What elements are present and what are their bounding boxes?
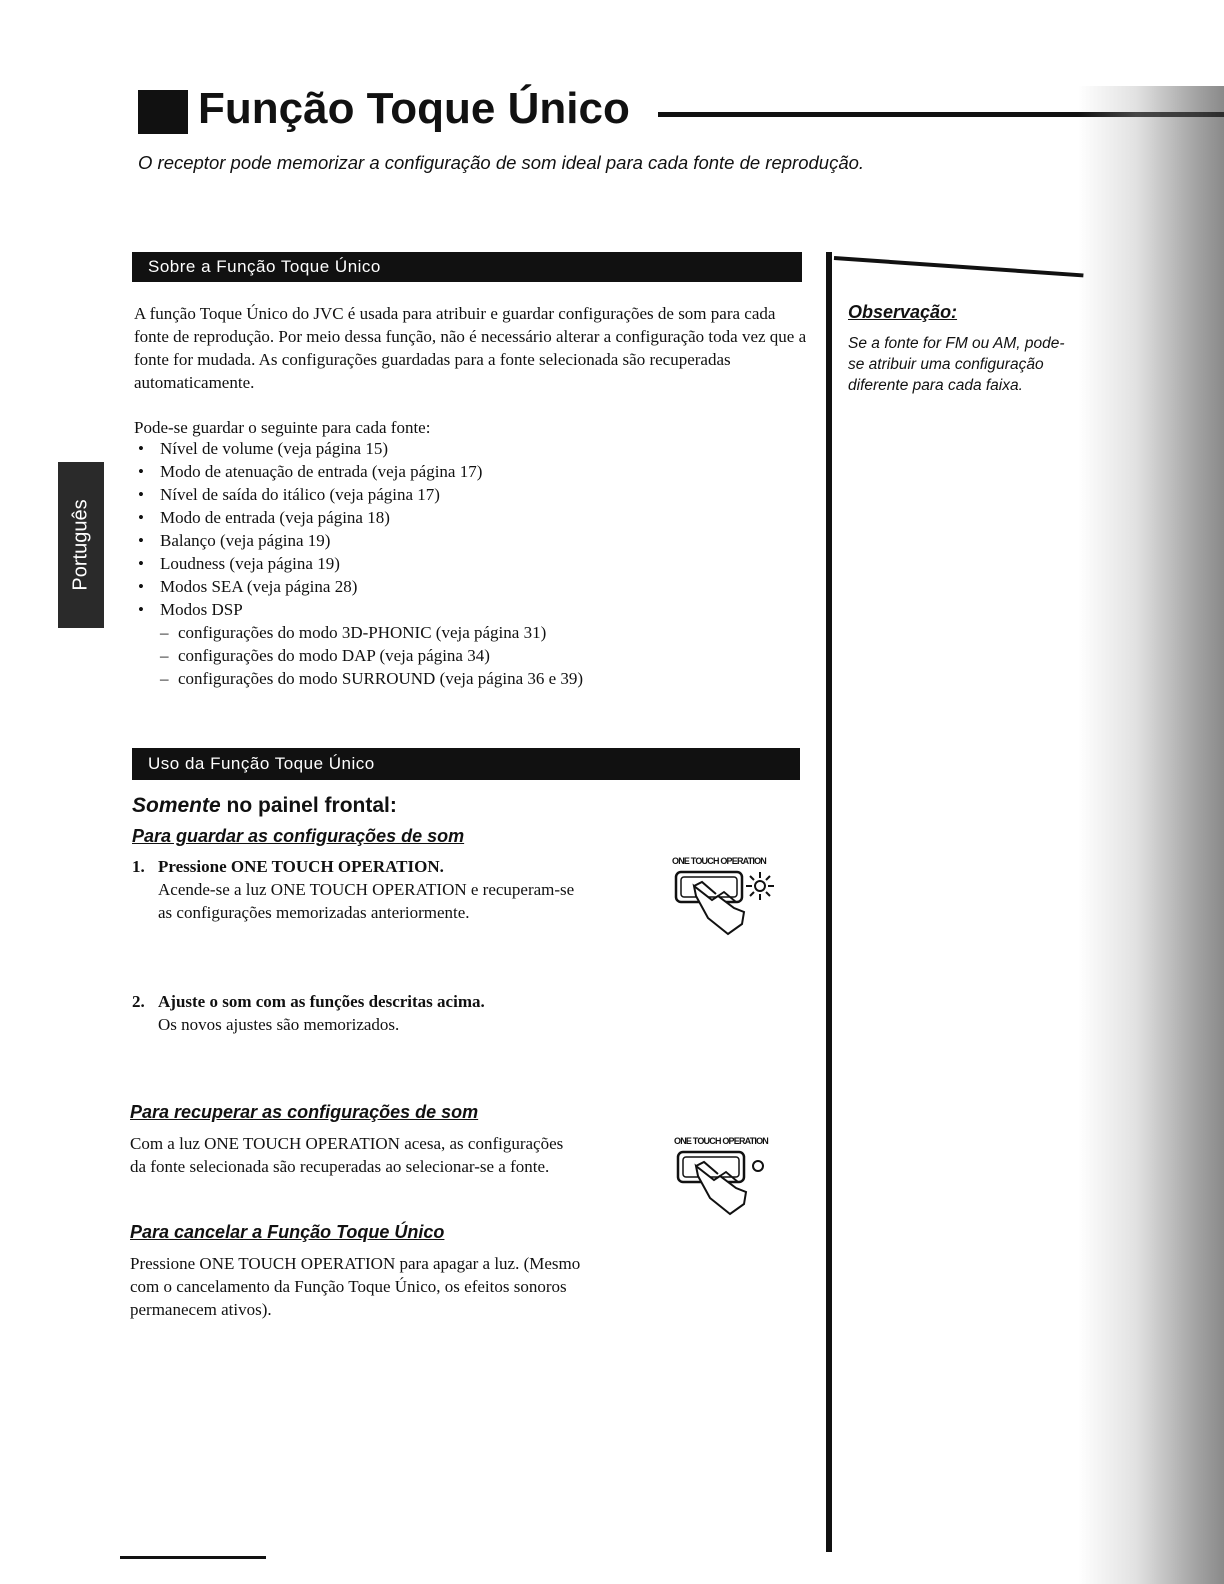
sub-list-item: – configurações do modo 3D-PHONIC (veja página 31)	[160, 621, 583, 644]
store-settings-heading: Para guardar as configurações de som	[132, 826, 465, 846]
section-header-usage: Uso da Função Toque Único	[132, 748, 800, 780]
language-tab-label: Português	[69, 499, 92, 591]
front-panel-label-rest: no painel frontal:	[220, 794, 397, 817]
note-heading: Observação:	[848, 302, 958, 322]
page-number-rule	[120, 1556, 266, 1559]
list-item: • Modos DSP	[134, 598, 482, 621]
sub-list-item: – configurações do modo DAP (veja página 34)	[160, 644, 583, 667]
language-tab	[58, 462, 104, 628]
intro-paragraph: A função Toque Único do JVC é usada para atribuir e guardar configurações de som para cada fonte de reprodução. Por meio dessa função, não é necessário alterar a configuração toda vez que a fonte for mudada. As configurações guardadas para a fonte selecionada são recuperadas automaticamente.	[134, 304, 807, 392]
cancel-function-heading: Para cancelar a Função Toque Único	[130, 1222, 445, 1242]
front-panel-label	[132, 794, 397, 818]
front-panel-label-emphasis: Somente	[132, 794, 221, 817]
page-title-block	[138, 86, 1138, 136]
settings-list	[134, 437, 482, 621]
step-1	[132, 855, 578, 924]
section-header-about: Sobre a Função Toque Único	[132, 252, 802, 282]
page-edge-shadow	[1078, 86, 1224, 1584]
list-item: • Nível de volume (veja página 15)	[134, 437, 482, 460]
page-subtitle: O receptor pode memorizar a configuração de som ideal para cada fonte de reprodução.	[138, 152, 865, 173]
step-heading: Ajuste o som com as funções descritas acima.	[158, 992, 485, 1011]
button-caption: ONE TOUCH OPERATION	[674, 1136, 768, 1146]
list-intro: Pode-se guardar o seguinte para cada fonte:	[134, 418, 431, 437]
sub-list-item: – configurações do modo SURROUND (veja página 36 e 39)	[160, 667, 583, 690]
step-body: Acende-se a luz ONE TOUCH OPERATION e recuperam-se as configurações memorizadas anteriormente.	[158, 880, 575, 922]
title-marker	[138, 90, 188, 134]
hand-pressing-button-icon	[672, 856, 792, 938]
one-touch-button-lit-illustration	[672, 856, 792, 938]
note-text: Se a fonte for FM ou AM, pode-se atribuir uma configuração diferente para cada faixa.	[848, 335, 1065, 394]
list-item: • Nível de saída do itálico (veja página 17)	[134, 483, 482, 506]
sidebar-top-rule	[834, 256, 1084, 277]
list-item: • Balanço (veja página 19)	[134, 529, 482, 552]
list-item: • Modo de entrada (veja página 18)	[134, 506, 482, 529]
dsp-sub-list	[160, 621, 583, 690]
recall-settings-heading: Para recuperar as configurações de som	[130, 1102, 479, 1122]
step-heading: Pressione ONE TOUCH OPERATION.	[158, 857, 444, 876]
list-item: • Modos SEA (veja página 28)	[134, 575, 482, 598]
list-item: • Modo de atenuação de entrada (veja página 17)	[134, 460, 482, 483]
step-body: Os novos ajustes são memorizados.	[158, 1015, 400, 1034]
page-title: Função Toque Único	[198, 84, 630, 133]
cancel-paragraph: Pressione ONE TOUCH OPERATION para apagar a luz. (Mesmo com o cancelamento da Função Toque Único, os efeitos sonoros permanecem ativos).	[130, 1254, 581, 1319]
step-number: 1.	[132, 857, 145, 876]
step-number: 2.	[132, 992, 145, 1011]
recall-paragraph: Com a luz ONE TOUCH OPERATION acesa, as configurações da fonte selecionada são recuperadas ao selecionar-se a fonte.	[130, 1134, 564, 1176]
sidebar-divider	[826, 252, 832, 1552]
hand-pressing-button-icon	[674, 1136, 794, 1218]
button-caption: ONE TOUCH OPERATION	[672, 856, 766, 866]
step-2	[132, 990, 658, 1036]
one-touch-button-unlit-illustration	[674, 1136, 794, 1218]
list-item: • Loudness (veja página 19)	[134, 552, 482, 575]
